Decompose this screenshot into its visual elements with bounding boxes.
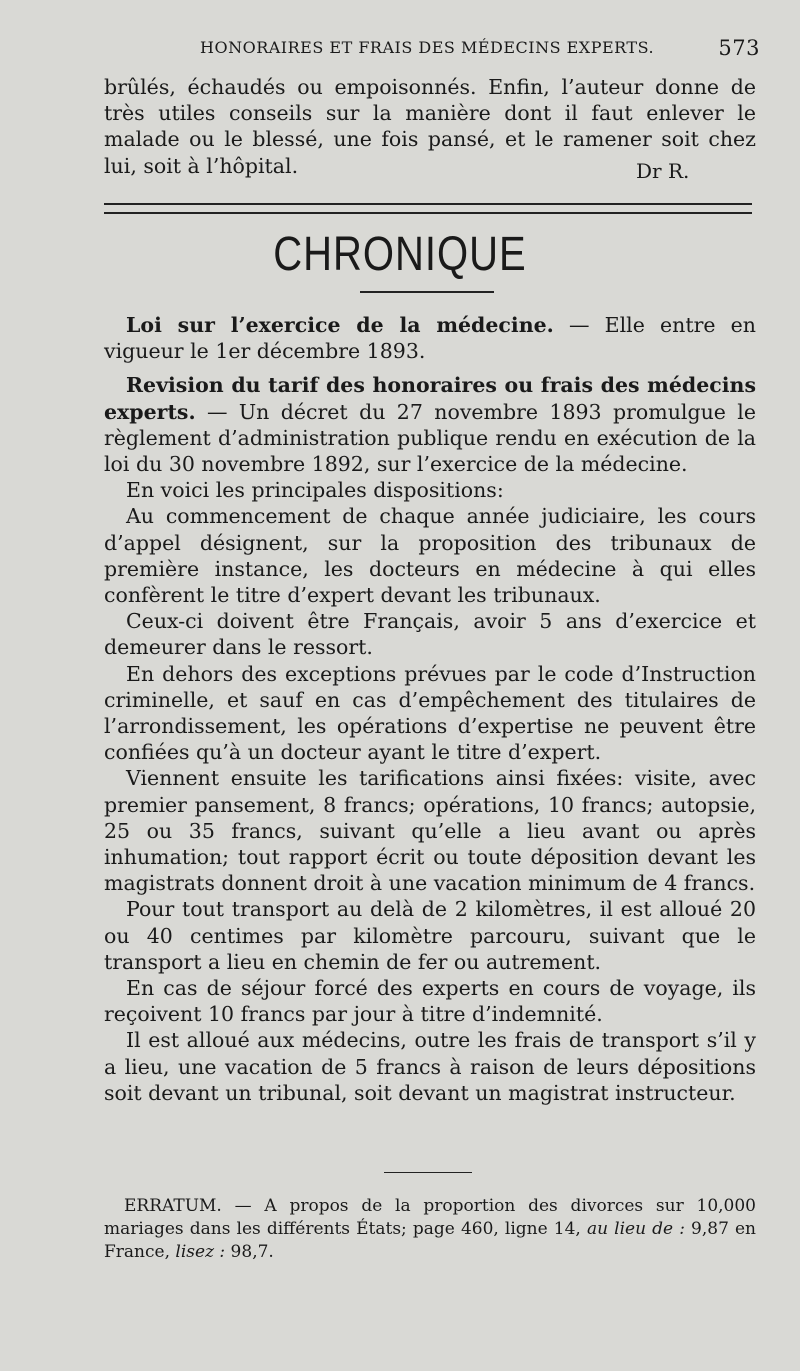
erratum-text: 9,87 en France, — [104, 1219, 757, 1262]
body-paragraph: En cas de séjour forcé des experts en cours de voyage, ils reçoivent 10 francs par jour à titre d’indemnité. — [104, 976, 756, 1027]
erratum-italic: lisez : — [175, 1242, 226, 1262]
short-divider — [384, 1172, 472, 1173]
item-lead: Revision du tarif des honoraires ou frais des médecins experts. — [104, 373, 756, 424]
section-title: CHRONIQUE — [273, 228, 527, 281]
erratum-note — [104, 1195, 756, 1264]
intro-paragraph: brûlés, échaudés ou empoisonnés. Enfin, l’auteur donne de très utiles conseils sur la manière dont il faut enlever le malade ou le blessé, une fois pansé, et le ramener soit chez lui, soit à l’hôpital. — [104, 75, 756, 178]
page-number: 573 — [718, 36, 760, 60]
body-paragraph: Ceux-ci doivent être Français, avoir 5 ans d’exercice et demeurer dans le ressort. — [104, 609, 756, 660]
body-paragraph: En voici les principales dispositions: — [126, 478, 504, 503]
body-paragraph: Il est alloué aux médecins, outre les frais de transport s’il y a lieu, une vacation de 5 francs à raison de leurs dépositions soit devant un tribunal, soit devant un magistrat instructeur. — [104, 1028, 756, 1105]
erratum-text: ERRATUM. — A propos de la proportion des divorces sur 10,000 mariages dans les différents États; page 460, ligne 14, — [104, 1196, 756, 1239]
signature: Dr R. — [636, 159, 690, 183]
body-paragraph: Viennent ensuite les tarifications ainsi fixées: visite, avec premier pansement, 8 francs; opérations, 10 francs; autopsie, 25 ou 35 francs, suivant qu’elle a lieu avant ou après inhumation; tout rapport écrit ou toute déposition devant les magistrats donnent droit à une vacation minimum de 4 francs. — [104, 766, 756, 896]
item-lead: Loi sur l’exercice de la médecine. — [126, 313, 554, 337]
chronicle-body — [104, 312, 756, 1106]
item-text: — Un décret du 27 novembre 1893 promulgue le règlement d’administration publique rendu en exécution de la loi du 30 novembre 1892, sur l’exercice de la médecine. — [104, 399, 756, 477]
running-title: HONORAIRES ET FRAIS DES MÉDECINS EXPERTS. — [200, 38, 655, 57]
title-underline — [360, 291, 494, 293]
item-paragraph — [104, 372, 756, 477]
double-rule-divider — [104, 203, 752, 214]
body-paragraph: En dehors des exceptions prévues par le code d’Instruction criminelle, et sauf en cas d’empêchement des titulaires de l’arrondissement, les opérations d’expertise ne peuvent être confiées qu’à un docteur ayant le titre d’expert. — [104, 661, 756, 765]
erratum-italic: au lieu de : — [586, 1219, 685, 1239]
body-paragraph: Au commencement de chaque année judiciaire, les cours d’appel désignent, sur la proposition des tribunaux de première instance, les docteurs en médecine à qui elles confèrent le titre d’expert devant les tribunaux. — [104, 504, 756, 608]
item-paragraph — [104, 312, 756, 364]
body-paragraph: Pour tout transport au delà de 2 kilomètres, il est alloué 20 ou 40 centimes par kilomètre parcouru, suivant que le transport a lieu en chemin de fer ou autrement. — [104, 897, 756, 974]
erratum-text: 98,7. — [225, 1242, 274, 1262]
item-text: — Elle entre en vigueur le 1er décembre 1893. — [104, 313, 757, 364]
